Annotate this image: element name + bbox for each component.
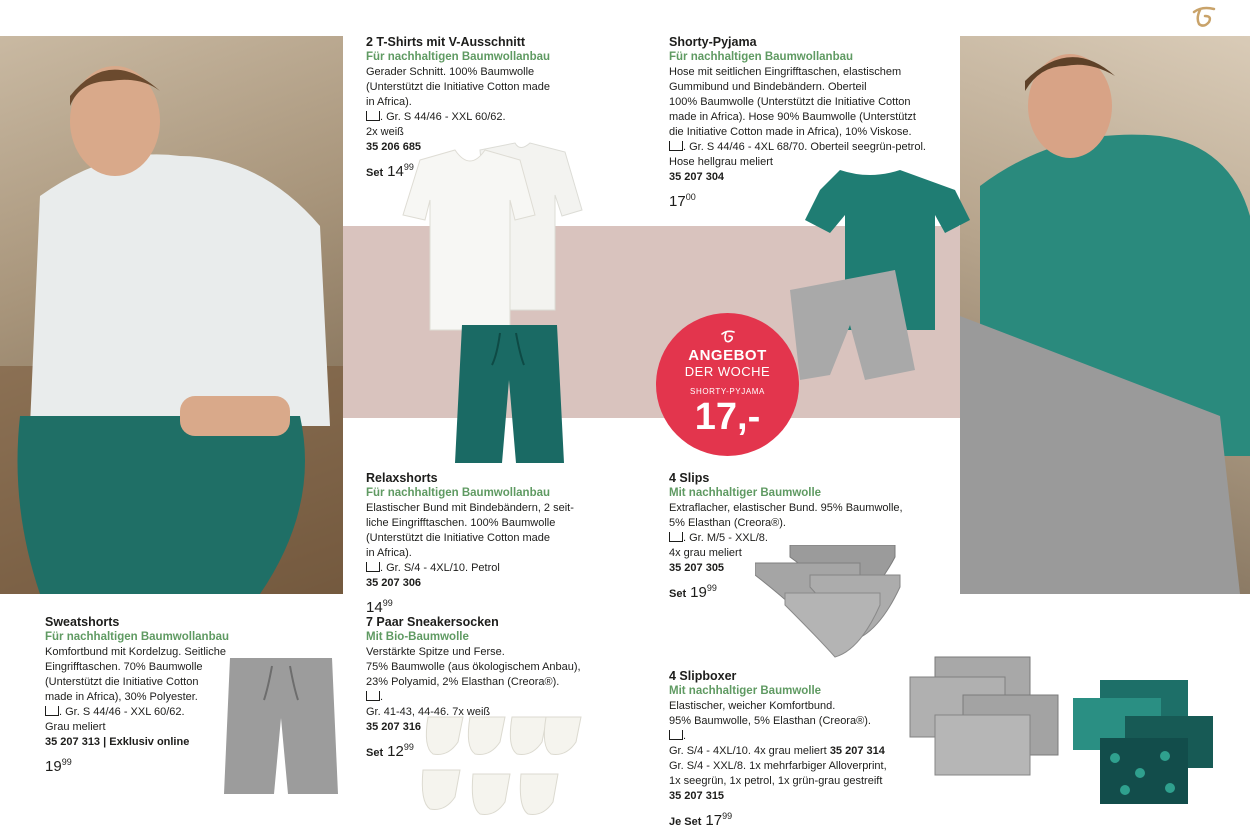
wash-icon (669, 532, 683, 542)
wash-icon (366, 111, 380, 121)
colored-slipboxer-image (1070, 678, 1218, 808)
product-title: Sweatshorts (45, 615, 120, 629)
article-number-inline: 35 207 314 (829, 745, 885, 757)
tchibo-logo-icon (1190, 4, 1218, 28)
product-subtitle: Mit nachhaltiger Baumwolle (669, 487, 822, 499)
product-slips (669, 470, 919, 603)
product-description: Hose mit seitlichen Eingrifftaschen, elastischem Gummibund und Bindebändern. Oberteil 100% Baumwolle (Unterstützt die Initiative Cotton made in Africa). Hose 90% Baumwolle (Unterstützt die Initiative Cotton made in Africa), 10% Viskose. (669, 66, 916, 138)
badge-subtitle: DER WOCHE (684, 364, 771, 379)
grey-slipboxer-image (905, 655, 1060, 780)
model-photo-white-tshirt (0, 36, 343, 594)
price: Set $14^{99}$ (366, 162, 414, 180)
article-number: 35 207 304 (669, 171, 725, 183)
product-description: Verstärkte Spitze und Ferse. 75% Baumwolle (aus ökologischem Anbau), 23% Polyamid, 2% Elasthan (Creora®). (366, 646, 581, 688)
wash-icon (366, 691, 380, 701)
product-sizes: . Gr. S/4 - 4XL/10. Petrol (366, 561, 606, 576)
product-title: 7 Paar Sneakersocken (366, 615, 499, 629)
product-title: Relaxshorts (366, 471, 438, 485)
product-description: Elastischer, weicher Komfortbund. 95% Baumwolle, 5% Elasthan (Creora®). (669, 700, 871, 727)
article-number: 35 207 315 (669, 790, 725, 802)
product-subtitle: Mit Bio-Baumwolle (366, 631, 469, 643)
product-subtitle: Für nachhaltigen Baumwollanbau (366, 51, 551, 63)
price: $19^{99}$ (45, 757, 72, 775)
offer-badge (656, 313, 799, 456)
product-subtitle: Für nachhaltigen Baumwollanbau (669, 51, 854, 63)
tchibo-logo-icon (720, 329, 736, 343)
article-number: 35 207 305 (669, 562, 725, 574)
product-title: Shorty-Pyjama (669, 35, 757, 49)
wash-icon (669, 730, 683, 740)
product-title: 4 Slips (669, 471, 710, 485)
product-subtitle: Für nachhaltigen Baumwollanbau (45, 631, 230, 643)
price: Set $12^{99}$ (366, 742, 414, 760)
product-slipboxer (669, 668, 909, 831)
product-subtitle: Für nachhaltigen Baumwollanbau (366, 487, 551, 499)
product-tshirts (366, 34, 606, 182)
price: Set $19^{99}$ (669, 583, 717, 601)
article-number: 35 207 306 (366, 577, 422, 589)
product-sizes: . Gr. S 44/46 - XXL 60/62. Grau meliert (45, 706, 185, 733)
price: Je Set $17^{99}$ (669, 811, 733, 829)
product-relaxshorts (366, 470, 606, 617)
model-photo-pyjama (960, 36, 1250, 594)
product-title: 2 T-Shirts mit V-Ausschnitt (366, 35, 526, 49)
article-number: 35 207 316 (366, 721, 422, 733)
product-sizes: . Gr. M/5 - XXL/8. 4x grau meliert (669, 532, 768, 559)
price: $17^{00}$ (669, 192, 696, 210)
wash-icon (669, 141, 683, 151)
product-sizes: . Gr. S 44/46 - 4XL 68/70. Oberteil seegrün-petrol. Hose hellgrau meliert (669, 141, 926, 168)
product-sizes: . Gr. 41-43, 44-46. 7x weiß (366, 691, 491, 718)
article-number: 35 207 313 | Exklusiv online (45, 736, 190, 748)
product-sizes: . Gr. S 44/46 - XXL 60/62. 2x weiß (366, 111, 506, 138)
product-title: 4 Slipboxer (669, 669, 737, 683)
wash-icon (366, 562, 380, 572)
product-pyjama (669, 34, 949, 211)
wash-icon (45, 706, 59, 716)
badge-product: SHORTY-PYJAMA (690, 387, 765, 396)
product-description: Extraflacher, elastischer Bund. 95% Baumwolle, 5% Elasthan (Creora®). (669, 502, 903, 529)
badge-price: 17,- (694, 396, 761, 438)
product-description: Gerader Schnitt. 100% Baumwolle (Unterstützt die Initiative Cotton made in Africa). (366, 66, 551, 108)
badge-title: ANGEBOT (688, 347, 767, 364)
product-variant-description: Gr. S/4 - XXL/8. 1x mehrfarbiger Alloverprint, 1x seegrün, 1x petrol, 1x grün-grau gestreift (669, 760, 887, 787)
product-description: Elastischer Bund mit Bindebändern, 2 seit- liche Eingrifftaschen. 100% Baumwolle (Unterstützt die Initiative Cotton made in Africa). (366, 502, 574, 559)
product-subtitle: Mit nachhaltiger Baumwolle (669, 685, 822, 697)
product-socks (366, 614, 606, 762)
product-sweatshorts (45, 614, 245, 776)
product-description: Komfortbund mit Kordelzug. Seitliche Eingrifftaschen. 70% Baumwolle (Unterstützt die Initiative Cotton made in Africa), 30% Polyester. (45, 646, 226, 703)
petrol-relaxshorts-image (452, 325, 567, 465)
price: $14^{99}$ (366, 598, 393, 616)
product-sizes: . Gr. S/4 - 4XL/10. 4x grau meliert 35 207 314 (669, 730, 885, 757)
article-number: 35 206 685 (366, 141, 422, 153)
